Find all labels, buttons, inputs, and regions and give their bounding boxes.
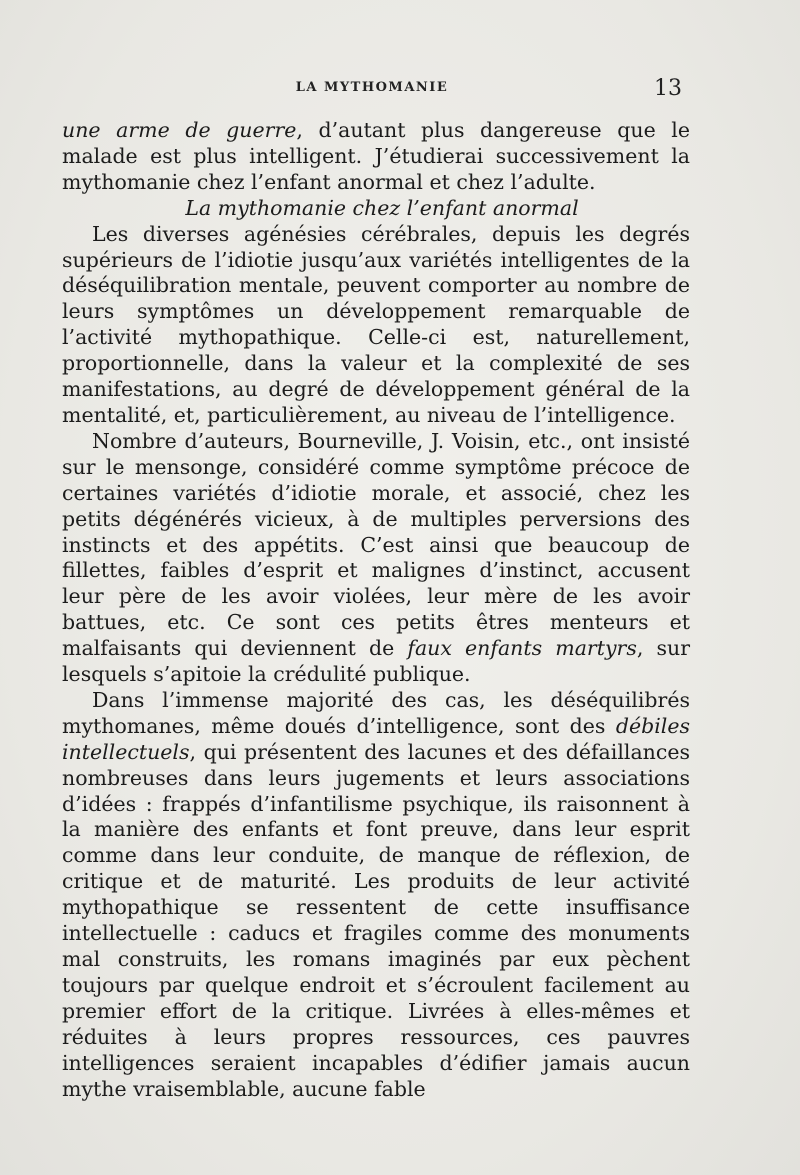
paragraph: Les diverses agénésies cérébrales, depuis les degrés supérieurs de l’idiotie jusqu’aux variétés intelligentes de la déséquilibration mentale, peuvent comporter au nombre de leurs symptômes un développement remarquable de l’activité mythopathique. Celle-ci est, naturellement, proportionnelle, dans la valeur et la complexité de ses manifestations, au degré de développement général de la mentalité, et, particulièrement, au niveau de l’intelligence. xyxy=(62,221,690,427)
emphasis: une arme de guerre xyxy=(62,118,297,142)
text-run: , sur lesquels s’apitoie la crédulité publique. xyxy=(62,636,691,687)
emphasis: faux enfants martyrs xyxy=(407,636,637,661)
text-run: Nombre d’auteurs, Bourneville, J. Voisin, etc., ont insisté sur le mensonge, considéré comme symptôme précoce de certaines variétés d’idiotie morale, et associé, chez les petits dégénérés vicieux, à de multiples perversions des instincts et des appétits. C’est ainsi que beaucoup de fillettes, faibles d’esprit et malignes d’instinct, accusent leur père de les avoir violées, leur mère de les avoir battues, etc. Ce sont ces petits êtres menteurs et malfaisants qui deviennent de xyxy=(62,428,690,661)
text-run: , d’autant plus dangereuse que le malade est plus intelligent. J’étudierai successivement la mythomanie chez l’enfant anormal et chez l’adulte. xyxy=(62,118,690,194)
running-title: LA MYTHOMANIE xyxy=(295,80,449,95)
section-title: La mythomanie chez l’enfant anormal xyxy=(185,195,579,220)
paragraph-continuation xyxy=(62,118,690,196)
page-number: 13 xyxy=(654,76,682,101)
text-run: , qui présentent des lacunes et des défaillances nombreuses dans leurs jugements et leurs associations d’idées : frappés d’infantilisme psychique, ils raisonnent à la manière des enfants et font preuve, dans leur esprit comme dans leur conduite, de manque de réflexion, de critique et de maturité. Les produits de leur activité mythopathique se ressentent de cette insuffisance intellectuelle : caducs et fragiles comme des monuments mal construits, les romans imaginés par eux pèchent toujours par quelque endroit et s’écroulent facilement au premier effort de la critique. Livrées à elles-mêmes et réduites à leurs propres ressources, ces pauvres intelligences seraient incapables d’édifier jamais aucun mythe vraisemblable, aucune fable xyxy=(62,739,690,1101)
paragraph xyxy=(62,688,690,1103)
page-header xyxy=(62,76,682,110)
paragraph xyxy=(62,429,690,688)
emphasis: débiles intellectuels xyxy=(62,713,690,764)
body-text xyxy=(62,118,690,1102)
text-run: Dans l’immense majorité des cas, les déséquilibrés mythomanes, même doués d’intelligence, sont des xyxy=(62,687,690,738)
